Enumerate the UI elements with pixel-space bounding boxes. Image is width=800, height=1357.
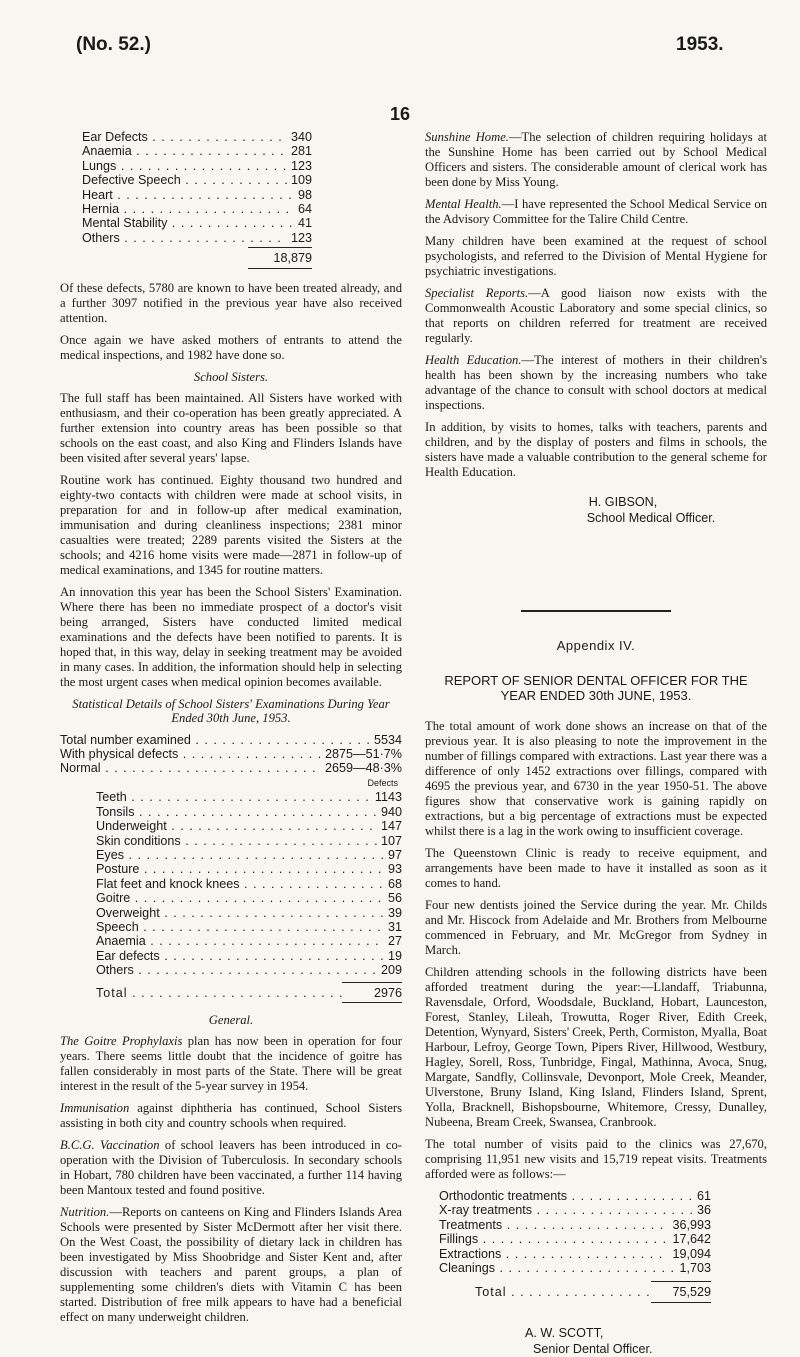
row-value: 36 (696, 1203, 711, 1218)
table-row (96, 877, 402, 891)
row-value: 1143 (374, 790, 402, 805)
row-label: Fillings . . . (439, 1232, 668, 1246)
row-value: 41 (297, 216, 312, 231)
row-value: 209 (380, 963, 402, 978)
paragraph: The Goitre Prophylaxis plan has now been in operation for four years. There seems little doubt that the incidence of goitre has fallen considerably in most parts of the State. There will be great interest in the result of the 5-year survey in 1954. (60, 1033, 403, 1093)
row-value: 123 (290, 158, 312, 173)
paragraph: The full staff has been maintained. All Sisters have worked with enthusiasm, and their co-operation has been greatly appreciated. A further extension into country areas has been possible so that schools on the east coast, and also King and Flinders Islands have been visited after several years' lapse. (60, 390, 402, 465)
defects-total: 18,879 (248, 247, 312, 268)
paragraph: Specialist Reports.—A good liaison now exists with the Commonwealth Acoustic Laboratory and some special clinics, so that reports on children referred for treatment are received regularly. (425, 286, 767, 345)
table-row (82, 130, 312, 144)
row-value: 19,094 (672, 1246, 711, 1261)
row-value: 19 (387, 948, 402, 963)
table-row (96, 862, 402, 876)
treatments-table (439, 1189, 711, 1303)
paragraph: Sunshine Home.—The selection of children requiring holidays at the Sunshine Home has been carried out by School Medical Officers and sisters. The considerable amount of clerical work has been done by Miss Young. (425, 130, 767, 189)
table-row (439, 1247, 711, 1261)
row-label: Ear Defects . . . (82, 130, 287, 144)
signature-school-medical-officer (473, 494, 773, 526)
defects-column-header: Defects (367, 777, 398, 788)
row-label: X-ray treatments . . . (439, 1203, 693, 1217)
section-heading-school-sisters: School Sisters. (193, 369, 269, 384)
paragraph: The total amount of work done shows an increase on that of the previous year. It is also pleasing to note the improvement in the number of fillings compared with extractions. Last year there was a difference of only 1452 extractions over fillings, compared with 4695 the previous year, and 6730 in the year 1950-51. The above figures show that conservative work is gaining rapidly on extractions, but a big percentage of extractions must be expected whilst there is a lag in the work owing to insufficient coverage. (425, 719, 767, 838)
row-value: 36,993 (672, 1217, 711, 1232)
section-heading-general: General. (208, 1012, 254, 1027)
signatory-name: A. W. SCOTT, (525, 1325, 604, 1340)
table-row (439, 1232, 711, 1246)
row-label: Others . . . (82, 231, 287, 245)
paragraph: B.C.G. Vaccination of school leavers has been introduced in co-operation with the Division of Tuberculosis. In secondary schools in Hobart, 780 children have been vaccinated, a further 114 having been Mantoux tested and found positive. (60, 1137, 402, 1197)
signatory-title: School Medical Officer. (586, 511, 716, 525)
row-value: 39 (387, 905, 402, 920)
table-row (82, 188, 312, 202)
row-value: 61 (696, 1189, 711, 1203)
table-row (60, 747, 402, 761)
paragraph: An innovation this year has been the School Sisters' Examination. Where there has been no immediate prospect of a doctor's visit being arranged, Sisters have conducted limited medical examinations and the defects have been notified to parents. It is hoped that, in this way, delay in seeking treatment may be avoided in many cases. In addition, the information should help in selecting the most urgent cases when medical opinion becomes available. (60, 584, 402, 689)
statistics-total-value: 2976 (342, 982, 402, 1003)
table-row (439, 1218, 711, 1232)
row-label: Defective Speech . . . (82, 173, 287, 187)
row-label: Hernia . . . (82, 202, 294, 216)
row-value: 2875—51·7% (324, 747, 402, 762)
page-header (0, 34, 800, 64)
row-label: Extractions . . . (439, 1247, 668, 1261)
row-label: Cleanings . . . (439, 1261, 675, 1275)
left-column (60, 130, 402, 1332)
table-row (96, 934, 402, 948)
statistics-table (60, 733, 402, 1003)
row-label: Goitre . . . (96, 891, 384, 905)
table-row (96, 920, 402, 934)
row-value: 1,703 (679, 1261, 711, 1276)
paragraph: Once again we have asked mothers of entrants to attend the medical inspections, and 1982 have done so. (60, 332, 402, 362)
paragraph: Mental Health.—I have represented the School Medical Service on the Advisory Committee for the Talire Child Centre. (425, 197, 767, 226)
row-value: 2659—48·3% (324, 761, 402, 776)
row-label: Underweight . . . (96, 819, 377, 833)
table-row (82, 159, 312, 173)
table-row (96, 834, 402, 848)
signatory-name: H. GIBSON, (588, 495, 658, 509)
row-label: Anaemia . . . (96, 934, 384, 948)
row-value: 93 (387, 862, 402, 877)
report-title: REPORT OF SENIOR DENTAL OFFICER FOR THE YEAR ENDED 30th JUNE, 1953. (444, 673, 748, 703)
treatments-total-value: 75,529 (651, 1281, 711, 1302)
section-divider (521, 610, 671, 612)
paragraph: In addition, by visits to homes, talks with teachers, parents and children, and by the display of posters and films in schools, the sisters have made a valuable contribution to the general scheme for Health Education. (425, 420, 767, 479)
document-number: (No. 52.) (76, 34, 151, 55)
row-value: 27 (387, 934, 402, 949)
table-row (96, 848, 402, 862)
row-label: Overweight . . . (96, 906, 384, 920)
row-label: Orthodontic treatments . . . (439, 1189, 693, 1203)
statistics-total-label: Total . . . (96, 986, 342, 1000)
paragraph: Many children have been examined at the request of school psychologists, and referred to the Division of Mental Hygiene for psychiatric investigations. (425, 234, 767, 278)
paragraph: Routine work has continued. Eighty thousand two hundred and eighty-two contacts with children were made at school visits, in preparation for and in follow-up after medical examination, immunisation and during cleanliness inspections; 2381 minor casualties were treated; 2289 parents visited the Sisters at the schools; and 4216 home visits were made—2871 in follow-up of medical examinations, and 1345 for routine matters. (60, 472, 402, 577)
row-label: Anaemia . . . (82, 144, 287, 158)
row-label: Teeth . . . (96, 790, 371, 804)
table-row (96, 819, 402, 833)
table-row (96, 805, 402, 819)
row-label: With physical defects . . . (60, 747, 321, 761)
table-row (439, 1189, 711, 1203)
row-label: Speech . . . (96, 920, 384, 934)
paragraph: Four new dentists joined the Service during the year. Mr. Childs and Mr. Hiscock from Adelaide and Mr. Brothers from Melbourne commenced in February, and Mr. McGregor from Sydney in March. (425, 898, 767, 957)
row-value: 147 (380, 819, 402, 834)
row-label: Others . . . (96, 963, 377, 977)
paragraph: Of these defects, 5780 are known to have been treated already, and a further 3097 notified in the previous year have also received attention. (60, 280, 402, 325)
page-number: 16 (389, 104, 411, 124)
right-column (425, 130, 767, 1357)
row-value: 56 (387, 891, 402, 906)
table-row (96, 963, 402, 977)
paragraph: The total number of visits paid to the clinics was 27,670, comprising 11,951 new visits and 15,719 repeat visits. Treatments afforded were as follows:— (425, 1137, 767, 1181)
row-value: 107 (380, 833, 402, 848)
appendix-heading: Appendix IV. (556, 638, 636, 653)
signature-senior-dental-officer (505, 1325, 767, 1357)
row-label: Treatments . . . (439, 1218, 668, 1232)
paragraph: Nutrition.—Reports on canteens on King and Flinders Islands Area Schools were presented by Sister McDermott after her visit there. On the West Coast, the possibility of dietary lack in children has been investigated by Miss Shoobridge and Sister Kent and, after discussion with teachers and parent groups, a plan of supplementing some children's diets with Vitamin C has been started. Distribution of free milk appears to have had a beneficial effect on many underweight children. (60, 1204, 402, 1324)
statistics-caption: Statistical Details of School Sisters' Examinations During Year Ended 30th June, 1953. (72, 696, 390, 725)
row-label: Total number examined . . . (60, 733, 370, 747)
table-row (96, 891, 402, 905)
table-row (439, 1261, 711, 1275)
defects-table (82, 130, 312, 269)
row-value: 97 (387, 847, 402, 862)
row-value: 123 (290, 230, 312, 245)
row-label: Tonsils . . . (96, 805, 377, 819)
row-value: 281 (290, 144, 312, 159)
row-value: 68 (387, 876, 402, 891)
row-label: Skin conditions . . . (96, 834, 377, 848)
row-label: Normal . . . (60, 761, 321, 775)
row-label: Posture . . . (96, 862, 384, 876)
row-value: 109 (290, 173, 312, 188)
row-label: Lungs . . . (82, 159, 287, 173)
paragraph: Immunisation against diphtheria has continued, School Sisters assisting in both city and country schools when required. (60, 1100, 402, 1130)
table-row (82, 231, 312, 245)
table-row (96, 949, 402, 963)
table-row (82, 144, 312, 158)
row-label: Eyes . . . (96, 848, 384, 862)
table-row (82, 216, 312, 230)
treatments-total-label: Total . . . (475, 1285, 651, 1299)
document-year: 1953. (676, 34, 724, 55)
table-row (60, 733, 402, 747)
row-value: 31 (387, 919, 402, 934)
row-value: 5534 (373, 732, 402, 747)
row-label: Flat feet and knock knees . . . (96, 877, 384, 891)
table-row (96, 906, 402, 920)
table-row (60, 761, 402, 775)
row-label: Ear defects . . . (96, 949, 384, 963)
paragraph: Children attending schools in the following districts have been afforded treatment during the year:—Llandaff, Triabunna, Ravensdale, Orford, Woodsdale, Buckland, Hobart, Launceston, Forest, Stanley, Lileah, Trowutta, Roger River, Edith Creek, Detention, Wynyard, Sisters' Creek, Perth, Cormiston, Myalla, Boat Harbour, Lefroy, George Town, Pipers River, Hillwood, Westbury, Hagley, Sorell, Ross, Tunbridge, Fingal, Mathinna, Avoca, Snug, Margate, Sandfly, Collinsvale, Devonport, Mole Creek, Meander, Ulverstone, Bruny Island, King Island, Flinders Island, Sprent, Yolla, Bracknell, Bishopsbourne, Whitemore, Cressy, Dunalley, Nubeena, Bream Creek, Swansea, Cranbrook. (425, 965, 767, 1129)
signatory-title: Senior Dental Officer. (533, 1341, 653, 1356)
paragraph: Health Education.—The interest of mothers in their children's health has been shown by the increasing numbers who take advantage of the chance to consult with school doctors at medical inspections. (425, 353, 767, 412)
row-value: 940 (380, 804, 402, 819)
paragraph: The Queenstown Clinic is ready to receive equipment, and arrangements have been made to have it installed as soon as it comes to hand. (425, 846, 767, 890)
row-label: Mental Stability . . . (82, 216, 294, 230)
table-row (82, 202, 312, 216)
row-value: 340 (290, 130, 312, 144)
row-label: Heart . . . (82, 188, 294, 202)
table-row (96, 790, 402, 804)
row-value: 64 (297, 202, 312, 217)
table-row (82, 173, 312, 187)
row-value: 17,642 (672, 1232, 711, 1247)
row-value: 98 (297, 187, 312, 202)
table-row (439, 1203, 711, 1217)
